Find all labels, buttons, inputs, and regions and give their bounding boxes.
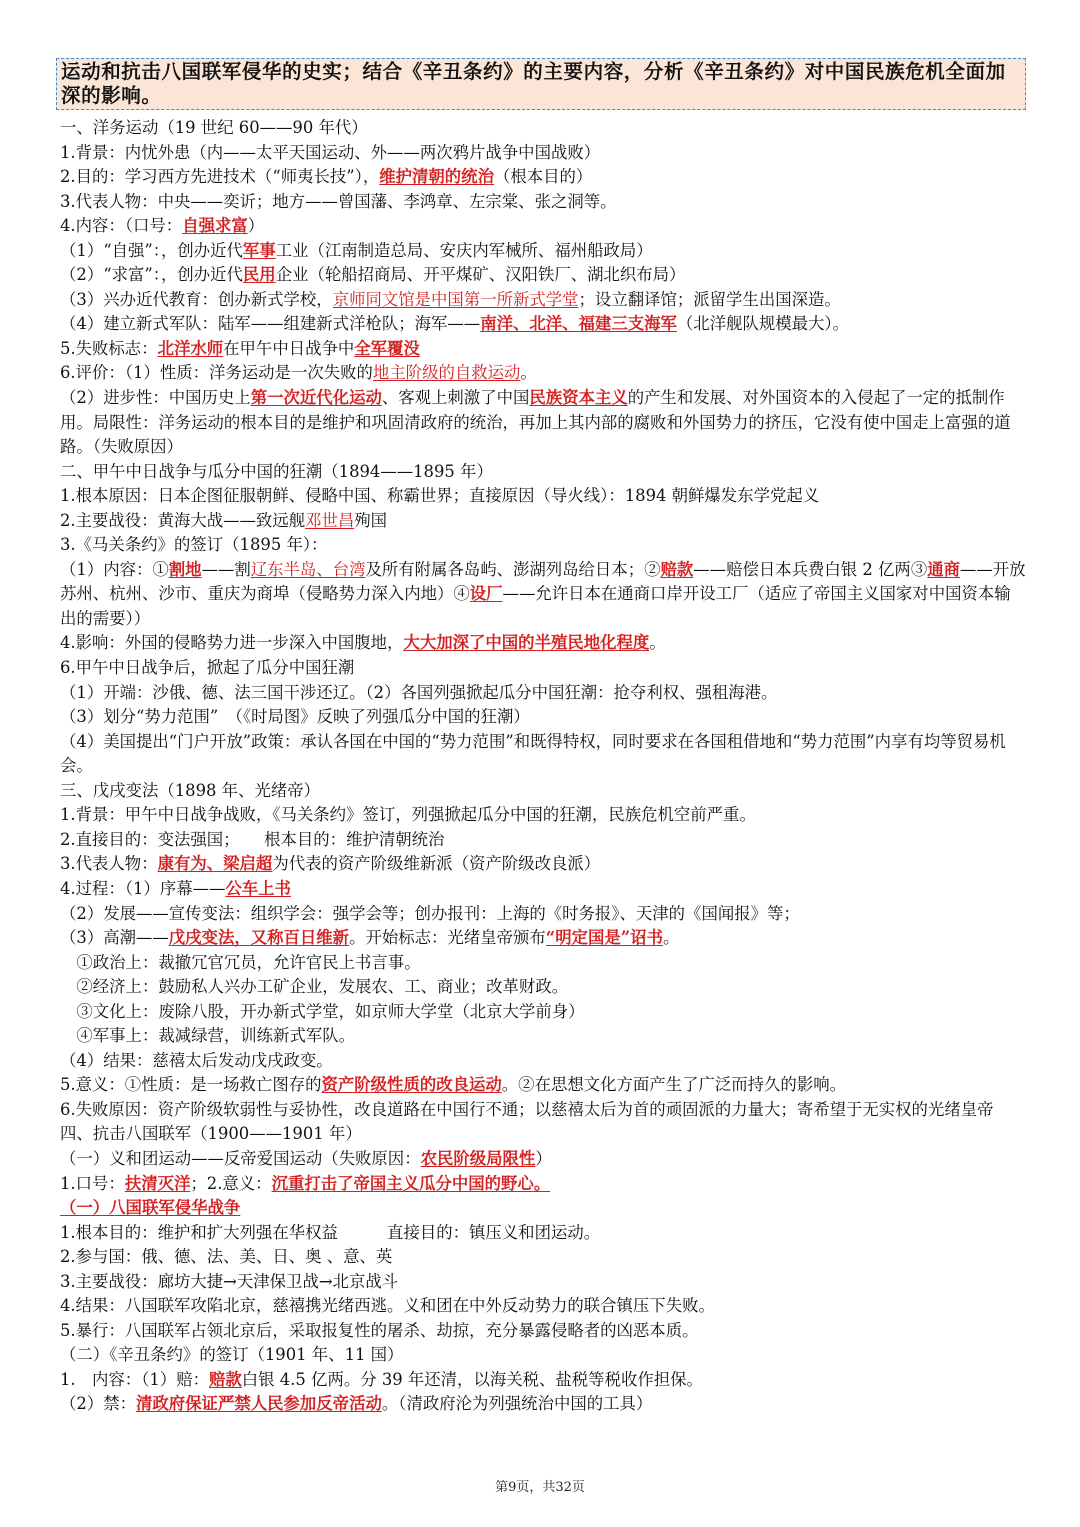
note-text: 1.根本目的：维护和扩大列强在华权益 直接目的：镇压义和团运动。 [60,1222,601,1242]
note-text: 的产生和发展、对外国资本的入侵起了一定的抵制作用。局限性：洋务运动的根本目的是维护和巩固清政府的统治，再加上其内部的腐败和外国势力的挤压，它没有使中国走上富强的道路。（失败原因） [60,388,1011,457]
note-line [60,288,1026,313]
note-text: （4）美国提出“门户开放”政策：承认各国在中国的“势力范围”和既得特权，同时要求在各国租借地和“势力范围”内享有均等贸易机会。 [60,731,1006,776]
note-line [60,1024,1026,1049]
note-line [60,730,1026,779]
note-line [60,1221,1026,1246]
note-text: （1）“自强”：，创办近代 [60,240,243,260]
key-point-text: 北洋水师 [157,338,224,358]
note-text: 。 [662,928,680,948]
key-point-text: 资产阶级性质的改良运动 [321,1075,502,1095]
key-point-text: 辽东半岛、台湾 [250,559,366,579]
note-text: 6.甲午中日战争后，掀起了瓜分中国狂潮 [60,658,355,678]
note-text: （2）“求富”：，创办近代 [60,265,243,285]
note-line [60,779,1026,804]
note-text: ①政治上：裁撤冗官冗员，允许官民上书言事。 [60,952,421,972]
note-line [60,460,1026,485]
note-line [60,239,1026,264]
note-line [60,312,1026,337]
note-line [60,190,1026,215]
note-line [60,386,1026,460]
key-point-text: 地主阶级的自救运动 [372,363,521,383]
note-line [60,361,1026,386]
note-text: 4.影响：外国的侵略势力进一步深入中国腹地， [60,633,404,653]
note-text: （一）义和团运动——反帝爱国运动（失败原因： [60,1148,421,1168]
note-line [60,1196,1026,1221]
note-text: 2.主要战役：黄海大战——致远舰 [60,510,306,530]
note-line [60,975,1026,1000]
key-point-text: 设厂 [469,584,503,604]
note-text: 6.评价：（1）性质：洋务运动是一次失败的 [60,363,373,383]
note-line [60,214,1026,239]
note-line [60,852,1026,877]
key-point-text: 农民阶级局限性 [420,1148,536,1168]
note-line [60,1049,1026,1074]
note-text: 三、戊戌变法（1898 年、光绪帝） [60,780,321,800]
note-text: ；设立翻译馆；派留学生出国深造。 [578,289,841,309]
note-text: 4.过程：（1）序幕—— [60,878,226,898]
key-point-text: 全军覆没 [354,338,420,358]
note-text: ②经济上：鼓励私人兴办工矿企业，发展农、工、商业；改革财政。 [60,977,569,997]
learning-objective-box [56,58,1026,110]
note-text: 5.意义：①性质：是一场救亡图存的 [60,1075,322,1095]
note-line [60,1122,1026,1147]
key-point-text: 康有为、梁启超 [157,854,273,874]
note-line [60,803,1026,828]
note-line [60,558,1026,632]
note-text: 。②在思想文化方面产生了广泛而持久的影响。 [501,1075,846,1095]
note-text: 3.《马关条约》的签订（1895 年）： [60,535,328,555]
notes-content [60,116,1026,1417]
note-text: （3）高潮—— [60,928,169,948]
note-text: 在甲午中日战争中 [223,338,355,358]
note-text: 1.口号： [60,1173,125,1193]
key-point-text: 第一次近代化运动 [250,388,382,408]
note-text: 1.背景：内忧外患（内——太平天国运动、外——两次鸦片战争中国战败） [60,142,601,162]
note-line [60,1000,1026,1025]
note-text: （3）兴办近代教育：创办新式学校， [60,289,333,309]
key-point-text: 南洋、北洋、福建三支海军 [480,314,677,334]
note-text: （根本目的） [493,167,593,187]
note-text: 一、洋务运动（19 世纪 60——90 年代） [60,118,368,137]
key-point-text: 赔款 [209,1369,242,1389]
note-text: （2）禁： [60,1394,136,1414]
note-line [60,705,1026,730]
note-text: ；2.意义： [190,1173,272,1193]
note-text: 及所有附属各岛屿、澎湖列岛给日本；② [365,559,661,579]
key-point-text: 赔款 [660,559,694,579]
note-text: 1.根本原因：日本企图征服朝鲜、侵略中国、称霸世界；直接原因（导火线）：1894 朝鲜爆发东学党起义 [60,486,820,506]
note-text: 2.参与国：俄、德、法、美、日、奥 、意、英 [60,1247,393,1267]
key-point-text: 民族资本主义 [529,388,628,408]
key-point-text: 沉重打击了帝国主义瓜分中国的野心。 [271,1173,551,1193]
note-line [60,263,1026,288]
note-text: ——赔偿日本兵费白银 2 亿两③ [693,559,928,579]
note-text: 4.结果：八国联军攻陷北京，慈禧携光绪西逃。义和团在中外反动势力的联合镇压下失败。 [60,1296,715,1316]
note-text: 1.背景：甲午中日战争战败，《马关条约》签订，列强掀起瓜分中国的狂潮，民族危机空前严重。 [60,805,756,825]
key-point-text: 公车上书 [225,878,291,898]
note-text: 为代表的资产阶级维新派（资产阶级改良派） [272,854,601,874]
note-text: ——割 [201,559,251,579]
note-text: 工业（江南制造总局、安庆内军械所、福州船政局） [275,240,653,260]
key-point-text: 扶清灭洋 [124,1173,191,1193]
note-text: 3.主要战役：廊坊大捷→天津保卫战→北京战斗 [60,1271,399,1291]
note-text: ——开放苏州、杭州、沙市、重庆为商埠（侵略势力深入内地）④ [60,559,1026,604]
key-point-text: 戊戌变法，又称百日维新 [168,928,350,948]
note-text: （二）《辛丑条约》的签订（1901 年、11 国） [60,1345,404,1365]
note-line [60,902,1026,927]
note-text: 。 [649,633,666,653]
note-line [60,1147,1026,1172]
note-text: 3.代表人物： [60,854,158,874]
key-point-text: 维护清朝的统治 [379,167,494,187]
note-line [60,1073,1026,1098]
note-line [60,951,1026,976]
note-line [60,1319,1026,1344]
key-point-text: 民用 [242,265,276,285]
note-line [60,533,1026,558]
note-text: （北洋舰队规模最大）。 [676,314,849,334]
note-line [60,828,1026,853]
note-line [60,1098,1026,1123]
note-line [60,337,1026,362]
key-point-text: 割地 [168,559,202,579]
note-line [60,484,1026,509]
note-text: 。（清政府沦为列强统治中国的工具） [381,1394,653,1414]
note-line [60,926,1026,951]
note-text: ③文化上：废除八股，开办新式学堂，如京师大学堂（北京大学前身） [60,1001,585,1021]
note-text: （1）内容：① [60,559,169,579]
note-text: 4.内容：（口号： [60,216,183,236]
note-text: （2）进步性：中国历史上 [60,388,251,408]
note-line [60,1343,1026,1368]
note-line [60,116,1026,141]
key-point-text: 军事 [242,240,276,260]
note-line [60,681,1026,706]
note-line [60,1392,1026,1417]
note-text: 二、甲午中日战争与瓜分中国的狂潮（1894——1895 年） [60,461,493,481]
note-text: 2.目的：学习西方先进技术（“师夷长技”）， [60,167,380,187]
note-line [60,141,1026,166]
note-line [60,1172,1026,1197]
learning-objective-text: 运动和抗击八国联军侵华的史实；结合《辛丑条约》的主要内容，分析《辛丑条约》对中国民族危机全面加深的影响。 [61,60,1006,107]
key-point-text: “明定国是”诏书 [545,928,663,948]
note-text: （3）划分“势力范围” （《时局图》反映了列强瓜分中国的狂潮） [60,707,530,727]
key-point-text: （一）八国联军侵华战争 [60,1198,241,1218]
key-point-text: 通商 [927,559,960,579]
key-point-text: 自强求富 [182,216,248,236]
note-line [60,1270,1026,1295]
note-text: 白银 4.5 亿两。分 39 年还清，以海关税、盐税等税收作担保。 [241,1369,703,1389]
note-text: 四、抗击八国联军（1900——1901 年） [60,1124,362,1144]
note-line [60,877,1026,902]
note-text: ） [247,216,265,236]
key-point-text: 京师同文馆是中国第一所新式学堂 [332,289,579,309]
note-text: （4）结果：慈禧太后发动戊戌政变。 [60,1050,333,1070]
note-text: 殉国 [354,510,388,530]
note-text: （1）开端：沙俄、德、法三国干涉还辽。（2）各国列强掀起瓜分中国狂潮：抢夺利权、强租海港。 [60,682,778,702]
note-line [60,165,1026,190]
note-text: 3.代表人物：中央——奕䜣；地方——曾国藩、李鸿章、左宗棠、张之洞等。 [60,191,617,211]
note-line [60,1368,1026,1393]
page-number: 第9页，共32页 [495,1480,585,1495]
note-text: 5.暴行：八国联军占领北京后，采取报复性的屠杀、劫掠，充分暴露侵略者的凶恶本质。 [60,1320,699,1340]
note-text: 。开始标志：光绪皇帝颁布 [349,928,546,948]
key-point-text: 邓世昌 [305,510,355,530]
note-text: 1. 内容：（1）赔： [60,1369,209,1389]
note-line [60,1245,1026,1270]
note-text: 企业（轮船招商局、开平煤矿、汉阳铁厂、湖北织布局） [275,265,686,285]
note-text: 、客观上刺激了中国 [381,388,530,408]
note-text: ——允许日本在通商口岸开设工厂（适应了帝国主义国家对中国资本输出的需要）） [60,584,1011,628]
note-text: ） [535,1148,552,1168]
note-text: 2.直接目的：变法强国； 根本目的：维护清朝统治 [60,829,445,849]
note-line [60,509,1026,534]
note-text: （2）发展——宣传变法：组织学会：强学会等；创办报刊：上海的《时务报》、天津的《国闻报》等； [60,903,800,923]
note-text: 。 [520,363,537,383]
note-text: （4）建立新式军队：陆军——组建新式洋枪队；海军—— [60,314,481,334]
key-point-text: 清政府保证严禁人民参加反帝活动 [136,1394,382,1414]
note-text: ④军事上：裁减绿营，训练新式军队。 [60,1026,356,1046]
note-text: 5.失败标志： [60,338,158,358]
note-line [60,631,1026,656]
note-line [60,656,1026,681]
note-line [60,1294,1026,1319]
note-text: 6.失败原因：资产阶级软弱性与妥协性，改良道路在中国行不通；以慈禧太后为首的顽固派的力量大；寄希望于无实权的光绪皇帝 [60,1099,994,1119]
key-point-text: 大大加深了中国的半殖民地化程度 [403,633,650,653]
